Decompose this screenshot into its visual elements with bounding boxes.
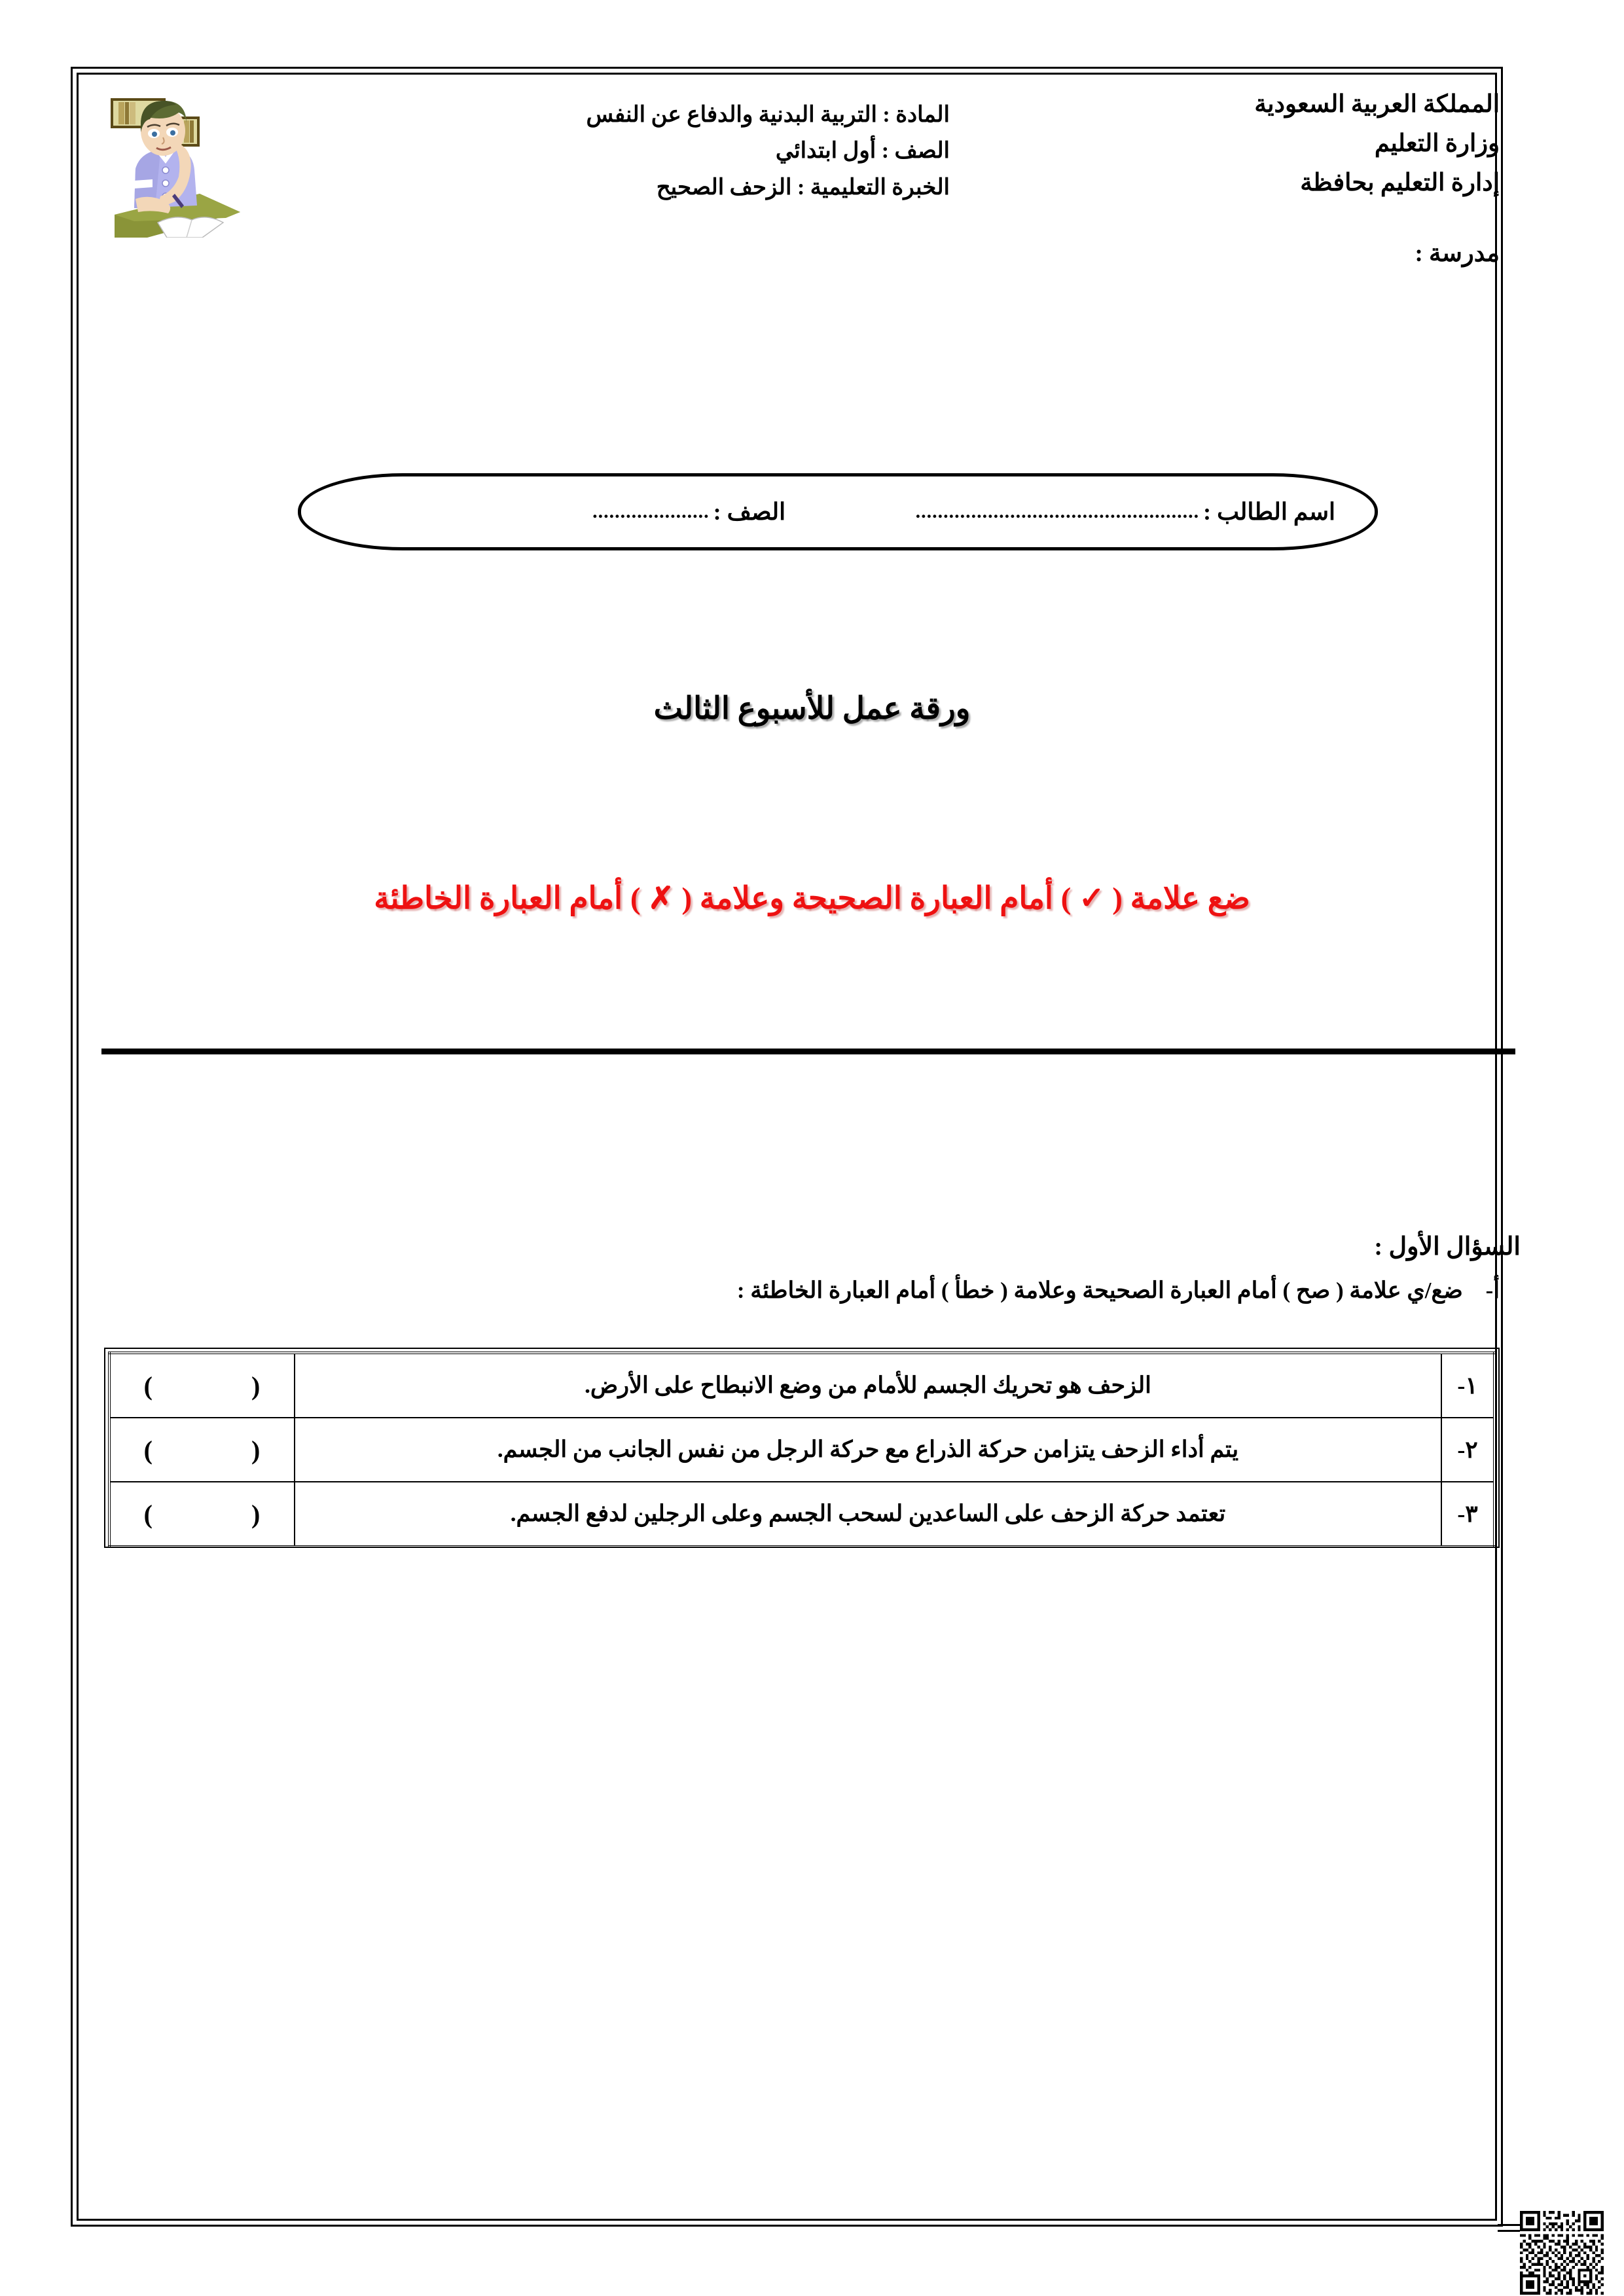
table-row — [109, 1482, 1494, 1547]
qr-code[interactable] — [1520, 2211, 1604, 2295]
page-border-outer — [71, 67, 1503, 2227]
class-field[interactable]: ..................... — [592, 501, 710, 522]
row-answer-cell[interactable] — [109, 1353, 295, 1418]
open-paren: ( — [251, 1499, 261, 1529]
subquestion-text: ضع/ي علامة ( صح ) أمام العبارة الصحيحة وعلامة ( خطأ ) أمام العبارة الخاطئة : — [736, 1278, 1463, 1303]
section-divider — [101, 1049, 1515, 1054]
class-label: الصف : — [713, 499, 786, 525]
red-instruction-text: ضع علامة ( ✓ ) أمام العبارة الصحيحة وعلامة ( ✗ ) أمام العبارة الخاطئة — [374, 882, 1250, 916]
table-row — [109, 1418, 1494, 1482]
student-info-line — [301, 476, 1375, 547]
school-label: مدرسة : — [1415, 240, 1500, 267]
question-one-title: السؤال الأول : — [1374, 1233, 1521, 1261]
row-answer-cell[interactable] — [109, 1418, 295, 1482]
row-statement: تعتمد حركة الزحف على الساعدين لسحب الجسم وعلى الرجلين لدفع الجسم. — [295, 1482, 1441, 1547]
close-paren: ) — [143, 1499, 153, 1529]
subquestion-label: أ- — [1485, 1278, 1500, 1303]
row-number: ٢- — [1441, 1418, 1494, 1482]
directorate-line: إدارة التعليم بحافظة — [1300, 169, 1500, 196]
open-paren: ( — [251, 1371, 261, 1401]
student-info-box — [298, 473, 1378, 550]
header-left-block — [586, 97, 950, 206]
close-paren: ) — [143, 1371, 153, 1401]
ministry-line: وزارة التعليم — [1374, 130, 1500, 157]
open-paren: ( — [251, 1435, 261, 1465]
grade-line: الصف : أول ابتدائي — [775, 139, 950, 164]
document-header — [98, 85, 1526, 281]
row-number: ٣- — [1441, 1482, 1494, 1547]
experience-line: الخبرة التعليمية : الزحف الصحيح — [656, 175, 950, 200]
close-paren: ) — [143, 1435, 153, 1465]
row-answer-cell[interactable] — [109, 1482, 295, 1547]
student-name-field[interactable]: ................................................... — [915, 501, 1200, 522]
row-number: ١- — [1441, 1353, 1494, 1418]
true-false-table — [108, 1352, 1496, 1548]
table-row — [109, 1353, 1494, 1418]
row-statement: الزحف هو تحريك الجسم للأمام من وضع الانبطاح على الأرض. — [295, 1353, 1441, 1418]
question-one-subprompt — [737, 1278, 1500, 1304]
page-border-inner — [77, 73, 1497, 2221]
header-right-block — [1254, 85, 1500, 274]
subject-line: المادة : التربية البدنية والدفاع عن النفس — [586, 103, 950, 127]
row-statement: يتم أداء الزحف يتزامن حركة الذراع مع حركة الرجل من نفس الجانب من الجسم. — [295, 1418, 1441, 1482]
worksheet-title: ورقة عمل للأسبوع الثالث — [653, 692, 971, 726]
student-name-label: اسم الطالب : — [1203, 499, 1335, 525]
kingdom-line: المملكة العربية السعودية — [1254, 91, 1500, 118]
